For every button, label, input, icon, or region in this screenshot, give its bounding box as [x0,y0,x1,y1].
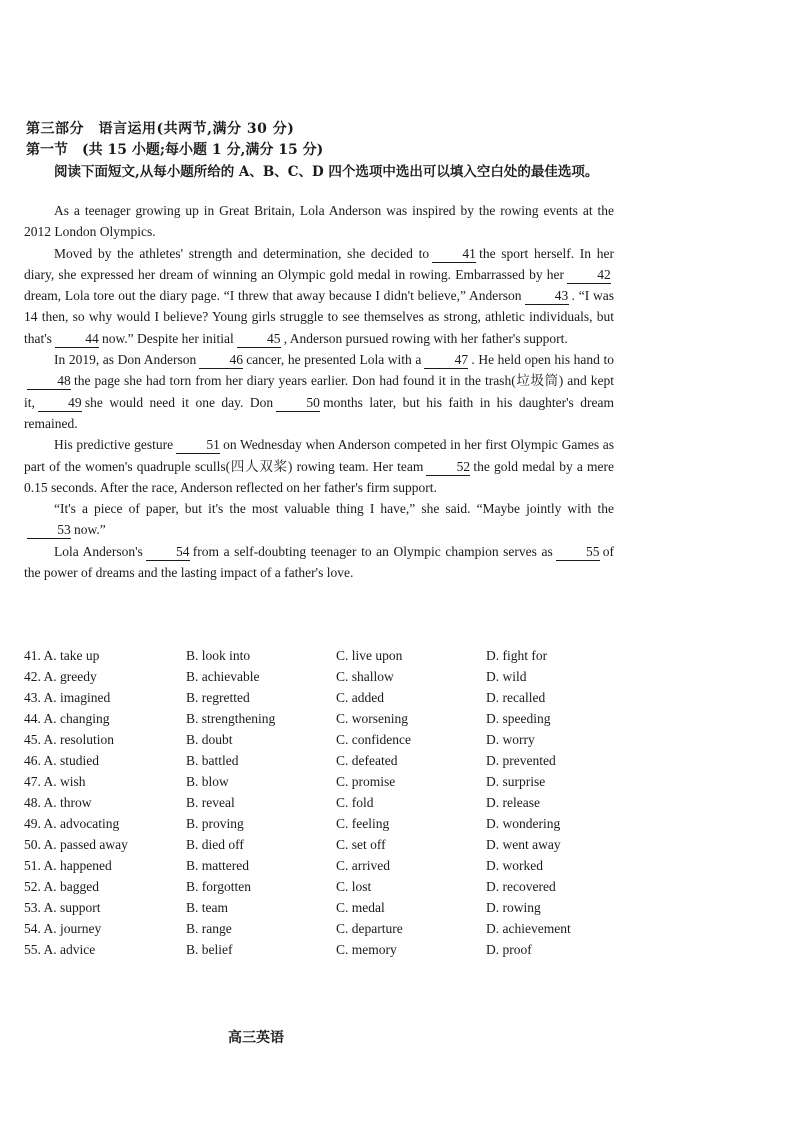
paragraph-4: His predictive gesture 51 on Wednesday when Anderson competed in her first Olympic Games as part of the women's quadruple sculls(四人双桨) rowing team. Her team 52 the gold medal by a mere 0.15 seconds. After the race, Anderson reflected on her father's firm support. [24,437,615,495]
option-a: 47. A. wish [24,774,86,789]
option-b: B. mattered [186,858,249,873]
option-c: C. lost [336,879,372,894]
option-b: B. doubt [186,732,233,747]
option-d: D. fight for [486,648,548,663]
blank-48: 48 [27,373,71,390]
part-title: 第三部分 语言运用(共两节,满分 30 分) [26,121,295,137]
paragraph-1: As a teenager growing up in Great Britain, Lola Anderson was inspired by the rowing events at the 2012 London Olympics. [24,203,614,240]
blank-46: 46 [199,352,243,369]
option-c: C. defeated [336,753,398,768]
option-a: 49. A. advocating [24,816,120,831]
option-c: C. promise [336,774,396,789]
option-d: D. surprise [486,774,546,789]
option-a: 46. A. studied [24,753,100,768]
option-b: B. look into [186,648,251,663]
instructions: 阅读下面短文,从每小题所给的 A、B、C、D 四个选项中选出可以填入空白处的最佳选项。 [54,164,599,180]
option-b: B. range [186,921,232,936]
option-b: B. blow [186,774,229,789]
option-d: D. recalled [486,690,546,705]
option-b: B. belief [186,942,233,957]
option-a: 41. A. take up [24,648,100,663]
blank-43: 43 [525,288,569,305]
option-b: B. reveal [186,795,235,810]
option-a: 50. A. passed away [24,837,128,852]
blank-41: 41 [432,246,476,263]
option-d: D. rowing [486,900,541,915]
paragraph-3: In 2019, as Don Anderson 46 cancer, he presented Lola with a 47 . He held open his hand to48 the page she had torn from her diary years earlier. Don had found it in the trash(垃圾筒) and kept it, 49 she would need it one day. Don 50 months later, but his faith in his daughter's dream remained. [24,352,614,431]
option-a: 45. A. resolution [24,732,114,747]
option-c: C. shallow [336,669,394,684]
option-c: C. feeling [336,816,390,831]
option-d: D. speeding [486,711,551,726]
blank-54: 54 [146,544,190,561]
option-a: 48. A. throw [24,795,92,810]
option-d: D. worked [486,858,543,873]
blank-49: 49 [38,395,82,412]
option-c: C. confidence [336,732,411,747]
option-b: B. achievable [186,669,260,684]
blank-47: 47 [424,352,468,369]
page-footer: 高三英语 [228,1030,284,1046]
option-b: B. strengthening [186,711,276,726]
paragraph-2: Moved by the athletes' strength and determination, she decided to 41 the sport herself. In her diary, she expressed her dream of winning an Olympic gold medal in rowing. Embarrassed by her 42dream, Lola tore out the diary page. “I threw that away because I didn't believe,” Anderson 43 . “I was 14 then, so why would I believe? Young girls struggle to see themselves as strong, athletic individuals, but that's 44 now.” Despite her initial 45 , Anderson pursued rowing with her father's support. [24,245,614,346]
option-d: D. release [486,795,540,810]
option-d: D. prevented [486,753,556,768]
blank-44: 44 [55,331,99,348]
option-c: C. worsening [336,711,408,726]
option-a: 42. A. greedy [24,669,97,684]
blank-55: 55 [556,544,600,561]
option-b: B. regretted [186,690,250,705]
option-d: D. proof [486,942,532,957]
option-d: D. worry [486,732,535,747]
cloze-passage [24,200,614,583]
option-c: C. added [336,690,384,705]
option-d: D. wondering [486,816,561,831]
paragraph-5: “It's a piece of paper, but it's the most valuable thing I have,” she said. “Maybe jointly with the53 now.” [24,498,614,541]
option-c: C. arrived [336,858,390,873]
option-b: B. team [186,900,228,915]
blank-53: 53 [27,522,71,539]
blank-52: 52 [426,459,470,476]
blank-42: 42 [567,267,611,284]
option-a: 54. A. journey [24,921,102,936]
option-c: C. set off [336,837,386,852]
option-a: 44. A. changing [24,711,110,726]
section-title: 第一节 (共 15 小题;每小题 1 分,满分 15 分) [26,142,324,158]
paragraph-6: Lola Anderson's 54 from a self-doubting teenager to an Olympic champion serves as 55 of the power of dreams and the lasting impact of a father's love. [24,543,614,581]
option-a: 43. A. imagined [24,690,111,705]
blank-50: 50 [276,395,320,412]
option-b: B. battled [186,753,239,768]
option-d: D. recovered [486,879,556,894]
option-d: D. wild [486,669,527,684]
option-b: B. forgotten [186,879,251,894]
option-d: D. went away [486,837,561,852]
option-a: 55. A. advice [24,942,96,957]
option-b: B. proving [186,816,244,831]
option-c: C. departure [336,921,403,936]
blank-45: 45 [237,331,281,348]
option-c: C. live upon [336,648,403,663]
option-d: D. achievement [486,921,571,936]
option-c: C. fold [336,795,374,810]
option-c: C. medal [336,900,385,915]
option-a: 52. A. bagged [24,879,99,894]
option-c: C. memory [336,942,397,957]
blank-51: 51 [176,437,220,454]
option-a: 51. A. happened [24,858,112,873]
option-b: B. died off [186,837,244,852]
option-a: 53. A. support [24,900,101,915]
